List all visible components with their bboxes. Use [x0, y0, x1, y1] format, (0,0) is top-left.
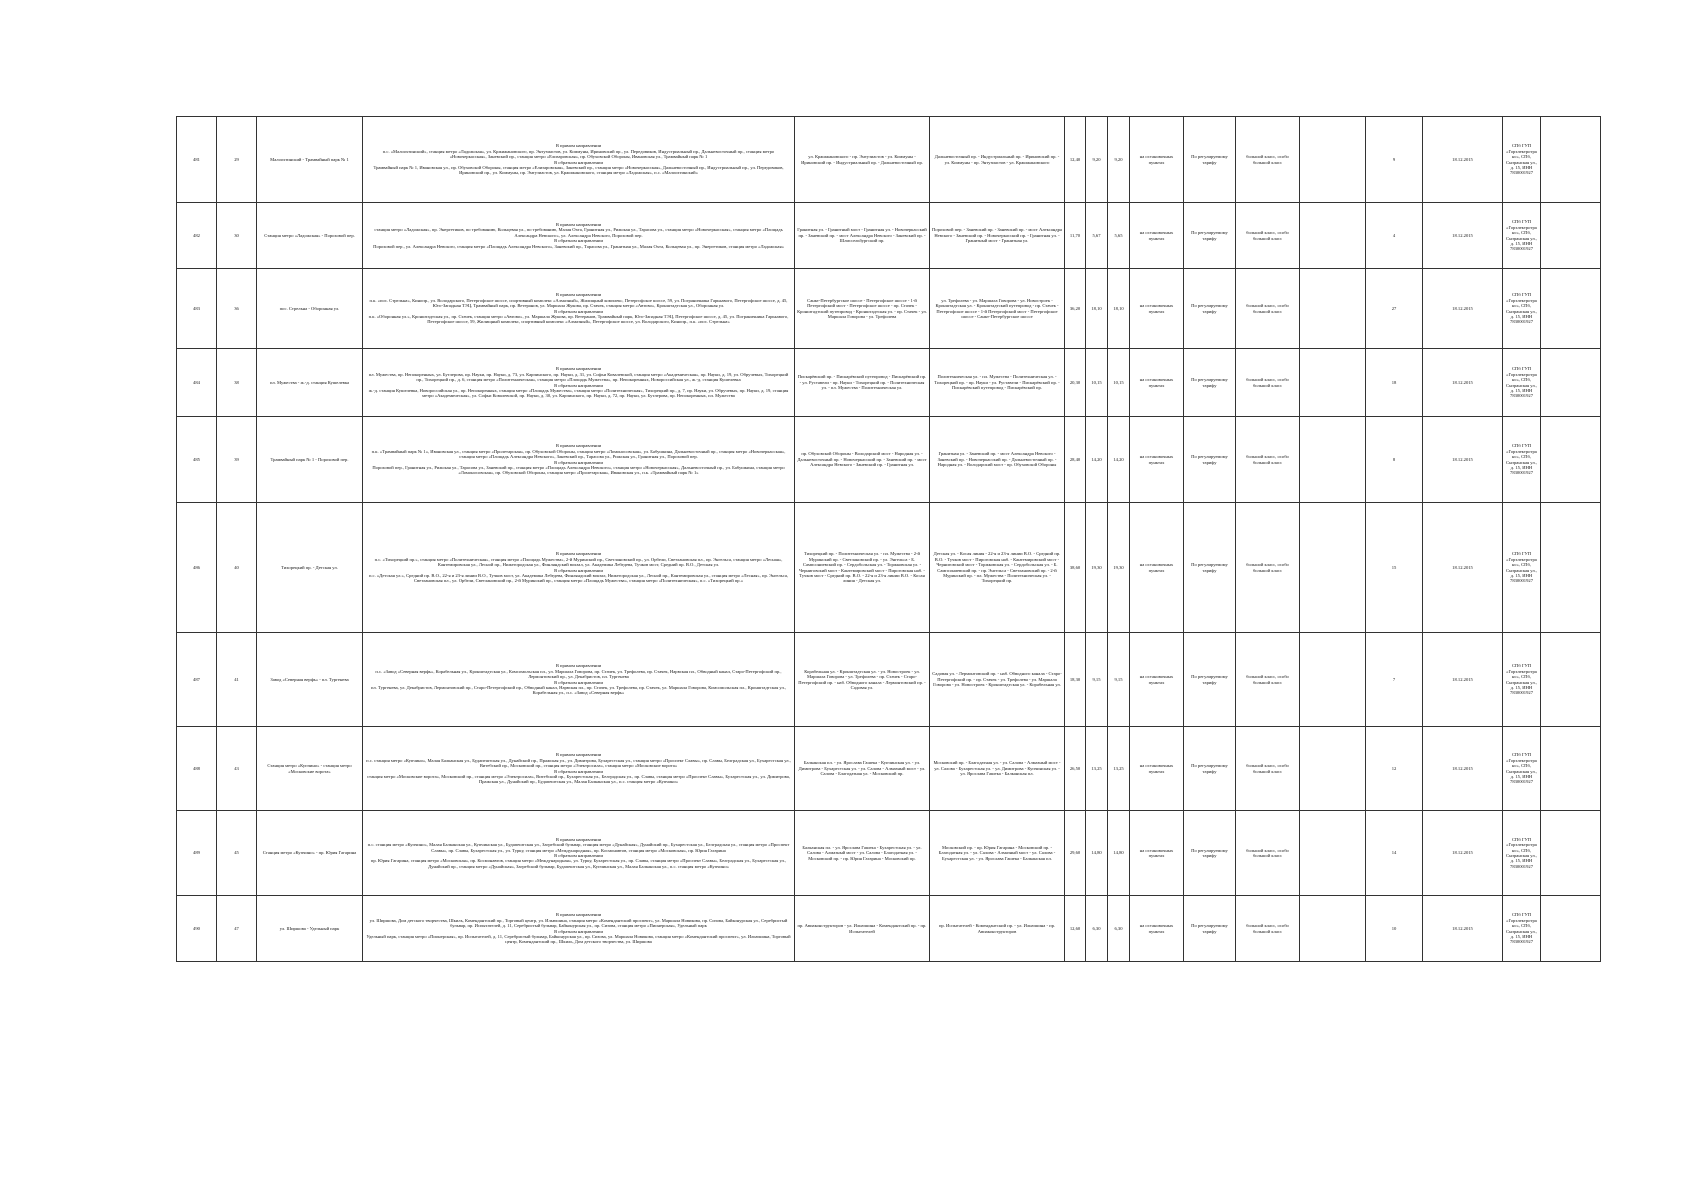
table-row [177, 417, 1601, 503]
vehicle-class-cell: большой класс, особо большой класс [1236, 811, 1300, 896]
tariff-cell: По регулируемому тарифу [1184, 503, 1236, 633]
path-forward-heading: В прямом направлении [555, 752, 602, 758]
path-backward-text: Трамвайный парк № 1, Ивановская ул., пр. Обуховской Обороны, станция метро «Елизаровская», Заневский пр., станция метро «Новочеркасская», Дальневосточный пр., Индустриальный пр., ул. Передовиков, Ириновский пр., ул. Коммуны, пр. Энтузиастов, ул. Кржижановского, станция метро «Ладожская», п.с. «Малоохтинский» [373, 164, 784, 176]
empty-cell-b [1541, 811, 1601, 896]
route-name-cell: пос. Стрельна - Оборонная ул. [257, 269, 363, 349]
route-length-cell: 12,40 [1065, 117, 1086, 203]
table-row [177, 349, 1601, 417]
route-path-cell [363, 503, 795, 633]
streets-forward-cell: Гранитная ул. - Гранитный мост - Гранитная ул. - Новочеркасский пр. - Заневский пр. - мост Александра Невского - Заневский пр. - Шлиссельбургский пр. [795, 203, 930, 269]
length-forward-cell: 13,25 [1086, 727, 1108, 811]
tariff-cell: По регулируемому тарифу [1184, 896, 1236, 962]
streets-forward-cell: Балканская пл. - ул. Ярослава Гашека - Бухарестская ул. - ул. Салова - Алмазный мост - ул. Салова - Благодатная ул. - Московский пр. - пр. Юрия Гагарина - Московский пр. [795, 811, 930, 896]
path-forward-text: п.с. «Завод «Северная верфь», Корабельная ул., Кронштадтская ул., Комсомольская пл., ул. Маршала Говорова, пр. Стачек, ул. Трефолева, пр. Стачек, Нарвская пл., Обводный канал, Старо-Петергофский пр., Лермонтовский пр., ул. Декабристов, пл. Тургенева [375, 668, 782, 680]
empty-cell-b [1541, 269, 1601, 349]
vehicle-class-cell: большой класс, особо большой класс [1236, 503, 1300, 633]
start-date-cell: 18.12.2015 [1423, 896, 1503, 962]
empty-cell-a [1300, 503, 1366, 633]
route-length-cell: 36,20 [1065, 269, 1086, 349]
streets-backward-cell: Дальневосточный пр. - Индустриальный пр. - Ириновский пр. - ул. Коммуны - пр. Энтузиастов - ул. Кржижановского [930, 117, 1065, 203]
stop-order-cell: на остановочных пунктах [1130, 811, 1184, 896]
vehicle-count-cell: 4 [1366, 203, 1423, 269]
streets-forward-cell: пр. Обуховской Обороны - Володарский мост - Народная ул. - Дальневосточный пр. - Новочеркасский пр. - Заневский пр. - мост Александра Невского - Заневский пр. - Гранитная ул. [795, 417, 930, 503]
tariff-cell: По регулируемому тарифу [1184, 269, 1236, 349]
route-number-cell: 47 [217, 896, 257, 962]
path-backward-heading: В обратном направлении [554, 853, 603, 858]
route-length-cell: 29,60 [1065, 811, 1086, 896]
length-forward-cell: 10,15 [1086, 349, 1108, 417]
route-name-cell: Станция метро «Ладожская» - Пороховой пер. [257, 203, 363, 269]
empty-cell-a [1300, 269, 1366, 349]
path-backward-heading: В обратном направлении [554, 308, 603, 314]
route-length-cell: 28,40 [1065, 417, 1086, 503]
table-row [177, 203, 1601, 269]
streets-backward-cell: Московский пр. - Благодатная ул. - ул. Салова - Алмазный мост - ул. Салова - Бухарестская ул. - ул. Димитрова - Купчинская ул. - ул. Ярослава Гашека - Балканская пл. [930, 727, 1065, 811]
path-backward-text: Пороховой пер., Гранитная ул., Рижская ул., Тарасова ул., Заневский пр., станция метро «Площадь Александра Невского», станция метро «Новочеркасская», Дальневосточный пр., ул. Бабушкина, станция метро «Ломоносовская», пр. Обуховской Обороны, станция метро «Пролетарская», Ивановская ул., п.к. «Трамвайный парк № 1» [372, 464, 785, 476]
streets-backward-cell: Садовая ул. - Лермонтовский пр. - наб. Обводного канала - Старо-Петергофский пр. - пр. Стачек - ул. Трефолева - ул. Маршала Говорова - ул. Новостроек - Кронштадтская ул. - Корабельная ул. [930, 633, 1065, 727]
carrier-cell: СПб ГУП «Горэлектротранс», СПб, Сызранская ул., д. 15, ИНН 7830001927 [1503, 896, 1541, 962]
length-forward-cell: 5,67 [1086, 203, 1108, 269]
path-forward-text: пл. Мужества, пр. Непокоренных, ул. Бутлерова, пр. Науки, пр. Науки, д. 73, ул. Карпинского, пр. Науки, д. 31, ул. Софьи Ковалевской, станция метро «Академическая», пр. Науки, д. 19, ул. Обручевых, Тихорецкий пр., Тихорецкий пр., д. 6, станция метро «Политехническая», станция метро «Площадь Мужества», пр. Непокоренных, Новороссийская ул., ж.-д. станция Кушелевка [368, 371, 789, 383]
route-path-cell [363, 417, 795, 503]
empty-cell-a [1300, 727, 1366, 811]
table-row [177, 727, 1601, 811]
empty-cell-a [1300, 896, 1366, 962]
route-path-cell [363, 811, 795, 896]
carrier-cell: СПб ГУП «Горэлектротранс», СПб, Сызранская ул., д. 15, ИНН 7830001927 [1503, 349, 1541, 417]
length-backward-cell: 14,80 [1108, 811, 1130, 896]
path-forward-text: ул. Ширшова, Дом детского творчества, Шкиль, Комендантский пр., Торговый центр, ул. Ильюшина, станция метро «Комендантский проспект», ул. Маршала Новикова, пр. Сизова, Байконурская ул., Серебристый бульвар, пр. Испытателей, д. 11, Серебристый бульвар, Байконурская ул., пр. Сизова, станция метро «Пионерская», Удельный парк [369, 917, 788, 929]
route-path-cell [363, 203, 795, 269]
row-number-cell: 481 [177, 117, 217, 203]
path-forward-heading: В прямом направлении [555, 836, 602, 842]
path-backward-text: пр. Юрия Гагарина, станция метро «Московская», пр. Космонавтов, станция метро «Международная», ул. Турку, Бухарестская ул., пр. Славы, станция метро «Проспект Славы», Белградская ул., Бухарестская ул., Дунайский пр., станция метро «Дунайская», Загребский бульвар, Будапештская ул., Купчинская ул., Малая Балканская ул., п.с. станция метро «Купчино» [370, 858, 787, 869]
route-name-cell: Завод «Северная верфь» - пл. Тургенева [257, 633, 363, 727]
empty-cell-b [1541, 417, 1601, 503]
path-backward-text: Удельный парк, станция метро «Пионерская», пр. Испытателей, д. 11, Серебристый бульвар, Байконурская ул., пр. Сизова, ул. Маршала Новикова, станция метро «Комендантский проспект», ул. Ильюшина, Торговый центр, Комендантский пр., Шкиль, Дом детского творчества, ул. Ширшова [366, 933, 791, 945]
streets-forward-cell: Корабельная ул. - Кронштадтская ул. - ул. Новостроек - ул. Маршала Говорова - ул. Трефолева - пр. Стачек - Старо-Петергофский пр. - наб. Обводного канала - Лермонтовский пр. - Садовая ул. [795, 633, 930, 727]
length-forward-cell: 14,80 [1086, 811, 1108, 896]
row-number-cell: 490 [177, 896, 217, 962]
path-forward-heading: В прямом направлении [555, 221, 602, 227]
empty-cell-a [1300, 117, 1366, 203]
path-forward-text: станция метро «Ладожская», пр. Энергетиков, по требованию, Кольцевая ул., по требованию, Малая Охта, Гранитная ул., Рижская ул., Тарасова ул., станция метро «Новочеркасская», станция метро «Площадь Александра Невского», ул. Александра Невского, Пороховой пер. [374, 227, 783, 238]
carrier-cell: СПб ГУП «Горэлектротранс», СПб, Сызранская ул., д. 15, ИНН 7830001927 [1503, 117, 1541, 203]
path-forward-text: п.с. станция метро «Купчино», Малая Балканская ул., Купчинская ул., Будапештская ул., Загребский бульвар, станция метро «Дунайская», Дунайский пр., Бухарестская ул., Белградская ул., станция метро «Проспект Славы», пр. Славы, Бухарестская ул., ул. Турку, станция метро «Международная», пр. Космонавтов, станция метро «Московская», пр. Юрия Гагарина [367, 842, 790, 853]
route-name-cell: Тихорецкий пр. - Детская ул. [257, 503, 363, 633]
streets-backward-cell: пр. Испытателей - Комендантский пр. - ул. Ильюшина - пр. Авиаконструкторов [930, 896, 1065, 962]
length-backward-cell: 18,10 [1108, 269, 1130, 349]
path-forward-heading: В прямом направлении [555, 143, 602, 149]
length-forward-cell: 19,30 [1086, 503, 1108, 633]
route-path-cell [363, 269, 795, 349]
length-forward-cell: 9,20 [1086, 117, 1108, 203]
tariff-cell: По регулируемому тарифу [1184, 727, 1236, 811]
start-date-cell: 18.12.2015 [1423, 349, 1503, 417]
tariff-cell: По регулируемому тарифу [1184, 349, 1236, 417]
streets-forward-cell: Пискарёвский пр. - Пискарёвский путепровод - Пискарёвский пр. - ул. Руставели - пр. Науки - Тихорецкий пр. - Политехническая ул. - пл. Мужества - Политехническая ул. [795, 349, 930, 417]
empty-cell-b [1541, 203, 1601, 269]
vehicle-class-cell: большой класс, особо большой класс [1236, 727, 1300, 811]
streets-forward-cell: Тихорецкий пр. - Политехническая ул. - пл. Мужества - 2-й Муринский пр. - Светлановский пр. - ул. Энгельса - Б. Сампсониевский пр. - Сердобольская ул. - Торжковская ул. - Черниговский мост - Кантемировский мост - Пироговская наб. - Тучков мост - Средний пр. В.О. - 22-я и 23-я линии В.О. - Косая линия - Детская ул. [795, 503, 930, 633]
table-row [177, 503, 1601, 633]
length-backward-cell: 5,65 [1108, 203, 1130, 269]
row-number-cell: 488 [177, 727, 217, 811]
carrier-cell: СПб ГУП «Горэлектротранс», СПб, Сызранская ул., д. 15, ИНН 7830001927 [1503, 503, 1541, 633]
path-backward-heading: В обратном направлении [554, 238, 603, 244]
path-backward-heading: В обратном направлении [554, 768, 603, 774]
empty-cell-a [1300, 811, 1366, 896]
route-name-cell: Малоохтинский - Трамвайный парк № 1 [257, 117, 363, 203]
stop-order-cell: на остановочных пунктах [1130, 633, 1184, 727]
start-date-cell: 18.12.2015 [1423, 417, 1503, 503]
stop-order-cell: на остановочных пунктах [1130, 117, 1184, 203]
stop-order-cell: на остановочных пунктах [1130, 727, 1184, 811]
empty-cell-a [1300, 349, 1366, 417]
length-backward-cell: 10,15 [1108, 349, 1130, 417]
stop-order-cell: на остановочных пунктах [1130, 349, 1184, 417]
vehicle-count-cell: 7 [1366, 633, 1423, 727]
route-path-cell [363, 727, 795, 811]
tariff-cell: По регулируемому тарифу [1184, 417, 1236, 503]
path-backward-heading: В обратном направлении [554, 159, 603, 165]
vehicle-class-cell: большой класс, особо большой класс [1236, 896, 1300, 962]
route-name-cell: Станция метро «Купчино» - пр. Юрия Гагарина [257, 811, 363, 896]
route-number-cell: 43 [217, 727, 257, 811]
tariff-cell: По регулируемому тарифу [1184, 203, 1236, 269]
route-path-cell [363, 896, 795, 962]
empty-cell-b [1541, 117, 1601, 203]
route-length-cell: 11,70 [1065, 203, 1086, 269]
route-number-cell: 40 [217, 503, 257, 633]
route-name-cell: Трамвайный парк № 1 - Пороховой пер. [257, 417, 363, 503]
route-path-cell [363, 633, 795, 727]
path-forward-text: п.с. «Тихорецкий пр.», станция метро «Политехническая», станция метро «Площадь Мужества», 2-й Муринский пр., Светлановский пр., ул. Орбели, Светлановская пл., пр. Энгельса, станция метро «Лесная», Кантемировская ул., Лесной пр., Нижегородская ул., Финляндский вокзал, ул. Академика Лебедева, Тучков мост, Средний пр. В.О., Детская ул. [374, 556, 783, 568]
vehicle-count-cell: 27 [1366, 269, 1423, 349]
path-forward-heading: В прямом направлении [555, 912, 602, 918]
streets-backward-cell: Гранитная ул. - Заневский пр. - мост Александра Невского - Заневский пр. - Новочеркасский пр. - Дальневосточный пр. - Народная ул. - Володарский мост - пр. Обуховской Обороны [930, 417, 1065, 503]
row-number-cell: 484 [177, 349, 217, 417]
empty-cell-b [1541, 633, 1601, 727]
streets-backward-cell: Политехническая ул. - пл. Мужества - Политехническая ул. - Тихорецкий пр. - пр. Науки - ул. Руставели - Пискарёвский пр. - Пискарёвский путепровод - Пискарёвский пр. [930, 349, 1065, 417]
path-forward-heading: В прямом направлении [555, 366, 602, 372]
table-row [177, 811, 1601, 896]
streets-forward-cell: ул. Кржижановского - пр. Энтузиастов - ул. Коммуны - Ириновский пр. - Индустриальный пр. - Дальневосточный пр. [795, 117, 930, 203]
path-forward-heading: В прямом направлении [555, 443, 602, 449]
length-backward-cell: 9,15 [1108, 633, 1130, 727]
vehicle-class-cell: большой класс, особо большой класс [1236, 417, 1300, 503]
row-number-cell: 487 [177, 633, 217, 727]
route-length-cell: 26,50 [1065, 727, 1086, 811]
path-backward-heading: В обратном направлении [554, 928, 603, 934]
empty-cell-a [1300, 633, 1366, 727]
route-name-cell: Станция метро «Купчино» - станция метро «Московские ворота» [257, 727, 363, 811]
streets-forward-cell: Балканская пл. - ул. Ярослава Гашека - Купчинская ул. - ул. Димитрова - Бухарестская ул. - ул. Салова - Алмазный мост - ул. Салова - Благодатная ул. - Московский пр. [795, 727, 930, 811]
tariff-cell: По регулируемому тарифу [1184, 811, 1236, 896]
length-forward-cell: 6,30 [1086, 896, 1108, 962]
table-row [177, 896, 1601, 962]
start-date-cell: 18.12.2015 [1423, 503, 1503, 633]
route-number-cell: 29 [217, 117, 257, 203]
empty-cell-b [1541, 727, 1601, 811]
route-number-cell: 30 [217, 203, 257, 269]
start-date-cell: 18.12.2015 [1423, 727, 1503, 811]
path-backward-heading: В обратном направлении [554, 567, 603, 573]
path-backward-text: пл. Тургенева, ул. Декабристов, Лермонтовский пр., Старо-Петергофский пр., Обводный канал, Нарвская пл., пр. Стачек, ул. Трефолева, пр. Стачек, ул. Маршала Говорова, Комсомольская пл., Кронштадтская ул., Корабельная ул., п.с. «Завод «Северная верфь» [370, 684, 787, 696]
streets-backward-cell: Пороховой пер. - Заневский пр. - Заневский пр. - мост Александра Невского - Заневский пр. - Новочеркасский пр. - Гранитная ул. - Гранитный мост - Гранитная ул. [930, 203, 1065, 269]
path-backward-text: п.к. «Оборонная ул.», Кронштадтская ул., пр. Стачек, станция метро «Автово», ул. Маршала Жукова, пр. Ветеранов, Трамвайный парк, Юго-Западная ТЭЦ, Петергофское шоссе, д. 45, ул. Пограничника Гарькавого, Петергофское шоссе, 59, Жилищный комплекс, спортивный комплекс «Алмазный», Петергофское шоссе, ул. Володарского, Кинопр., п.к. «пос. Стрельна» [368, 313, 789, 325]
vehicle-count-cell: 14 [1366, 811, 1423, 896]
route-path-cell [363, 117, 795, 203]
route-number-cell: 41 [217, 633, 257, 727]
carrier-cell: СПб ГУП «Горэлектротранс», СПб, Сызранская ул., д. 15, ИНН 7830001927 [1503, 269, 1541, 349]
carrier-cell: СПб ГУП «Горэлектротранс», СПб, Сызранская ул., д. 15, ИНН 7830001927 [1503, 417, 1541, 503]
path-forward-text: п.к. «пос. Стрельна», Кинопр., ул. Володарского, Петергофское шоссе, спортивный комплекс «Алмазный», Жилищный комплекс, Петергофское шоссе, 59, ул. Пограничника Гарькавого, Петергофское шоссе, д. 45, Юго-Западная ТЭЦ, Трамвайный парк, пр. Ветеранов, ул. Маршала Жукова, пр. Стачек, станция метро «Автово», Кронштадтская ул., Оборонная ул. [369, 297, 788, 309]
length-backward-cell: 6,30 [1108, 896, 1130, 962]
stop-order-cell: на остановочных пунктах [1130, 417, 1184, 503]
route-number-cell: 39 [217, 417, 257, 503]
stop-order-cell: на остановочных пунктах [1130, 503, 1184, 633]
row-number-cell: 483 [177, 269, 217, 349]
length-forward-cell: 9,15 [1086, 633, 1108, 727]
row-number-cell: 482 [177, 203, 217, 269]
path-backward-heading: В обратном направлении [554, 459, 603, 465]
carrier-cell: СПб ГУП «Горэлектротранс», СПб, Сызранская ул., д. 15, ИНН 7830001927 [1503, 633, 1541, 727]
path-forward-heading: В прямом направлении [555, 551, 602, 557]
length-backward-cell: 19,30 [1108, 503, 1130, 633]
route-length-cell: 38,60 [1065, 503, 1086, 633]
route-number-cell: 38 [217, 349, 257, 417]
path-forward-text: п.с. «Малоохтинский», станция метро «Ладожская», ул. Кржижановского, пр. Энтузиастов, ул. Коммуны, Ириновский пр., ул. Передовиков, Индустриальный пр., Дальневосточный пр., станция метро «Новочеркасская», Заневский пр., станция метро «Елизаровская», пр. Обуховской Обороны, Ивановская ул., Трамвайный парк № 1 [382, 148, 775, 160]
table-row [177, 633, 1601, 727]
carrier-cell: СПб ГУП «Горэлектротранс», СПб, Сызранская ул., д. 15, ИНН 7830001927 [1503, 727, 1541, 811]
streets-backward-cell: Московский пр. - пр. Юрия Гагарина - Московский пр. - Благодатная ул. - ул. Салова - Алмазный мост - ул. Салова - Бухарестская ул. - ул. Ярослава Гашека - Балканская пл. [930, 811, 1065, 896]
length-forward-cell: 14,20 [1086, 417, 1108, 503]
empty-cell-a [1300, 417, 1366, 503]
route-number-cell: 45 [217, 811, 257, 896]
route-number-cell: 36 [217, 269, 257, 349]
path-backward-text: Пороховой пер., ул. Александра Невского, станция метро «Площадь Александра Невского», Заневский пр., Тарасова ул., Гранитная ул., Малая Охта, Кольцевая ул., пр. Энергетиков, станция метро «Ладожская» [373, 243, 784, 249]
vehicle-class-cell: большой класс, особо большой класс [1236, 203, 1300, 269]
vehicle-count-cell: 18 [1366, 349, 1423, 417]
row-number-cell: 489 [177, 811, 217, 896]
path-forward-heading: В прямом направлении [555, 663, 602, 669]
vehicle-class-cell: большой класс, особо большой класс [1236, 349, 1300, 417]
empty-cell-b [1541, 503, 1601, 633]
stop-order-cell: на остановочных пунктах [1130, 269, 1184, 349]
path-backward-text: станция метро «Московские ворота», Московский пр., станция метро «Электросила», Витебский пр., Бухарестская ул., Белградская ул., пр. Славы, станция метро «Проспект Славы», Бухарестская ул., ул. Димитрова, Пражская ул., Дунайский пр., Будапештская ул., Малая Балканская ул., п.с. станция метро «Купчино» [367, 773, 790, 785]
empty-cell-a [1300, 203, 1366, 269]
vehicle-count-cell: 12 [1366, 727, 1423, 811]
routes-table [176, 116, 1601, 962]
carrier-cell: СПб ГУП «Горэлектротранс», СПб, Сызранская ул., д. 15, ИНН 7830001927 [1503, 203, 1541, 269]
vehicle-count-cell: 8 [1366, 417, 1423, 503]
route-length-cell: 18,30 [1065, 633, 1086, 727]
vehicle-count-cell: 15 [1366, 503, 1423, 633]
route-name-cell: ул. Ширшова - Удельный парк [257, 896, 363, 962]
streets-backward-cell: Детская ул. - Косая линия - 22-я и 23-я линии В.О. - Средний пр. В.О. - Тучков мост - Пироговская наб. - Кантемировский мост - Черниговский мост - Торжковская ул. - Сердобольская ул. - Б. Сампсониевский пр. - пр. Энгельса - Светлановский пр. - 2-й Муринский пр. - пл. Мужества - Политехническая ул. - Тихорецкий пр. [930, 503, 1065, 633]
table-row [177, 117, 1601, 203]
path-backward-heading: В обратном направлении [554, 679, 603, 685]
tariff-cell: По регулируемому тарифу [1184, 633, 1236, 727]
route-length-cell: 12,60 [1065, 896, 1086, 962]
route-path-cell [363, 349, 795, 417]
length-backward-cell: 14,20 [1108, 417, 1130, 503]
streets-forward-cell: пр. Авиаконструкторов - ул. Ильюшина - Комендантский пр. - пр. Испытателей [795, 896, 930, 962]
stop-order-cell: на остановочных пунктах [1130, 203, 1184, 269]
path-backward-text: ж.-д. станция Кушелевка, Новороссийская ул., пр. Непокоренных, станция метро «Площадь Мужества», станция метро «Политехническая», Тихорецкий пр., д. 7, пр. Науки, ул. Обручевых, пр. Науки, д. 19, станция метро «Академическая», ул. Софьи Ковалевской, пр. Науки, д. 30, ул. Карпинского, пр. Науки, д. 72, пр. Науки, ул. Бутлерова, пр. Непокоренных, пл. Мужества [368, 387, 789, 399]
streets-backward-cell: ул. Трефолева - ул. Маршала Говорова - ул. Новостроек - Кронштадтская ул. - Кронштадтский путепровод - пр. Стачек - Петергофское шоссе - 1-й Петергофский мост - Петергофское шоссе - Санкт-Петербургское шоссе [930, 269, 1065, 349]
start-date-cell: 18.12.2015 [1423, 203, 1503, 269]
path-backward-text: п.с. «Детская ул.», Средний пр. В.О., 22-я и 23-я линии В.О., Тучков мост, ул. Академика Лебедева, Финляндский вокзал, Нижегородская ул., Лесной пр., Кантемировская ул., станция метро «Лесная», пр. Энгельса, Светлановская пл., ул. Орбели, Светлановский пр., 2-й Муринский пр., станция метро «Площадь Мужества», станция метро «Политехническая», п.с. «Тихорецкий пр.» [368, 572, 789, 584]
streets-forward-cell: Санкт-Петербургское шоссе - Петергофское шоссе - 1-й Петергофский мост - Петергофское шоссе - пр. Стачек - Кронштадтский путепровод - Кронштадтская ул. - пр. Стачек - ул. Маршала Говорова - ул. Трефолева [795, 269, 930, 349]
route-length-cell: 20,30 [1065, 349, 1086, 417]
path-forward-heading: В прямом направлении [555, 292, 602, 298]
empty-cell-b [1541, 349, 1601, 417]
length-forward-cell: 18,10 [1086, 269, 1108, 349]
vehicle-count-cell: 10 [1366, 896, 1423, 962]
vehicle-count-cell: 9 [1366, 117, 1423, 203]
start-date-cell: 18.12.2015 [1423, 117, 1503, 203]
tariff-cell: По регулируемому тарифу [1184, 117, 1236, 203]
vehicle-class-cell: большой класс, особо большой класс [1236, 117, 1300, 203]
path-forward-text: п.к. «Трамвайный парк № 1», Ивановская ул., станция метро «Пролетарская», пр. Обуховской Обороны, станция метро «Ломоносовская», ул. Бабушкина, Дальневосточный пр., станция метро «Новочеркасская», станция метро «Площадь Александра Невского», Заневский пр., Тарасова ул., Рижская ул., Гранитная ул., Пороховой пер. [371, 448, 786, 460]
start-date-cell: 18.12.2015 [1423, 811, 1503, 896]
carrier-cell: СПб ГУП «Горэлектротранс», СПб, Сызранская ул., д. 15, ИНН 7830001927 [1503, 811, 1541, 896]
path-backward-heading: В обратном направлении [554, 382, 603, 388]
length-backward-cell: 9,20 [1108, 117, 1130, 203]
row-number-cell: 485 [177, 417, 217, 503]
length-backward-cell: 13,25 [1108, 727, 1130, 811]
table-row [177, 269, 1601, 349]
vehicle-class-cell: большой класс, особо большой класс [1236, 633, 1300, 727]
route-name-cell: пл. Мужества - ж.-д. станция Кушелевка [257, 349, 363, 417]
empty-cell-b [1541, 896, 1601, 962]
start-date-cell: 18.12.2015 [1423, 269, 1503, 349]
start-date-cell: 18.12.2015 [1423, 633, 1503, 727]
stop-order-cell: на остановочных пунктах [1130, 896, 1184, 962]
row-number-cell: 486 [177, 503, 217, 633]
path-forward-text: п.с. станция метро «Купчино», Малая Балканская ул., Будапештская ул., Дунайский пр., Пражская ул., ул. Димитрова, Бухарестская ул., станция метро «Проспект Славы», пр. Славы, Белградская ул., Бухарестская ул., Витебский пр., Московский пр., станция метро «Электросила», станция метро «Московские ворота» [366, 757, 791, 769]
vehicle-class-cell: большой класс, особо большой класс [1236, 269, 1300, 349]
